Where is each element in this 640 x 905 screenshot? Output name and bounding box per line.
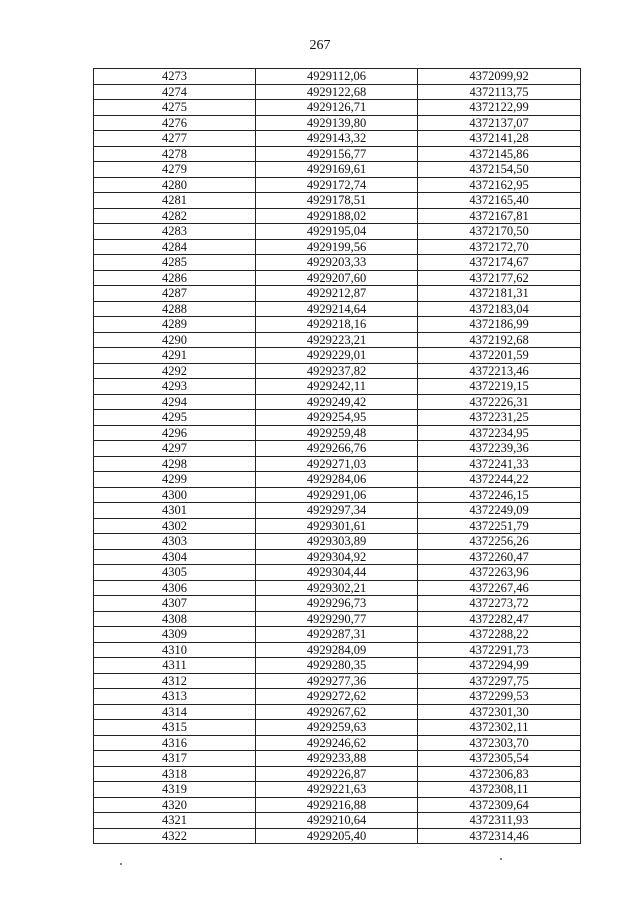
x-coordinate-cell: 4929259,63: [256, 720, 418, 736]
x-coordinate-cell: 4929287,31: [256, 627, 418, 643]
table-row: [94, 503, 581, 519]
table-row: [94, 627, 581, 643]
x-coordinate-cell: 4929218,16: [256, 317, 418, 333]
y-coordinate-cell: 4372172,70: [418, 239, 581, 255]
y-coordinate-cell: 4372137,07: [418, 115, 581, 131]
page-number: 267: [309, 38, 331, 53]
y-coordinate-cell: 4372288,22: [418, 627, 581, 643]
x-coordinate-cell: 4929226,87: [256, 766, 418, 782]
table-row: [94, 611, 581, 627]
point-number-cell: 4297: [94, 441, 256, 457]
y-coordinate-cell: 4372260,47: [418, 549, 581, 565]
y-coordinate-cell: 4372234,95: [418, 425, 581, 441]
point-number-cell: 4289: [94, 317, 256, 333]
x-coordinate-cell: 4929302,21: [256, 580, 418, 596]
y-coordinate-cell: 4372186,99: [418, 317, 581, 333]
y-coordinate-cell: 4372219,15: [418, 379, 581, 395]
y-coordinate-cell: 4372181,31: [418, 286, 581, 302]
point-number-cell: 4310: [94, 642, 256, 658]
x-coordinate-cell: 4929303,89: [256, 534, 418, 550]
x-coordinate-cell: 4929284,06: [256, 472, 418, 488]
point-number-cell: 4317: [94, 751, 256, 767]
y-coordinate-cell: 4372201,59: [418, 348, 581, 364]
y-coordinate-cell: 4372122,99: [418, 100, 581, 116]
y-coordinate-cell: 4372302,11: [418, 720, 581, 736]
table-row: [94, 317, 581, 333]
y-coordinate-cell: 4372256,26: [418, 534, 581, 550]
coordinates-table: [93, 68, 581, 844]
x-coordinate-cell: 4929156,77: [256, 146, 418, 162]
table-row: [94, 704, 581, 720]
x-coordinate-cell: 4929267,62: [256, 704, 418, 720]
x-coordinate-cell: 4929301,61: [256, 518, 418, 534]
point-number-cell: 4307: [94, 596, 256, 612]
point-number-cell: 4294: [94, 394, 256, 410]
y-coordinate-cell: 4372297,75: [418, 673, 581, 689]
x-coordinate-cell: 4929212,87: [256, 286, 418, 302]
x-coordinate-cell: 4929210,64: [256, 813, 418, 829]
point-number-cell: 4284: [94, 239, 256, 255]
y-coordinate-cell: 4372291,73: [418, 642, 581, 658]
point-number-cell: 4301: [94, 503, 256, 519]
x-coordinate-cell: 4929188,02: [256, 208, 418, 224]
table-row: [94, 518, 581, 534]
point-number-cell: 4314: [94, 704, 256, 720]
x-coordinate-cell: 4929221,63: [256, 782, 418, 798]
point-number-cell: 4296: [94, 425, 256, 441]
table-row: [94, 472, 581, 488]
x-coordinate-cell: 4929242,11: [256, 379, 418, 395]
table-row: [94, 549, 581, 565]
point-number-cell: 4278: [94, 146, 256, 162]
table-row: [94, 565, 581, 581]
table-row: [94, 332, 581, 348]
table-row: [94, 720, 581, 736]
table-row: [94, 177, 581, 193]
x-coordinate-cell: 4929296,73: [256, 596, 418, 612]
x-coordinate-cell: 4929195,04: [256, 224, 418, 240]
point-number-cell: 4313: [94, 689, 256, 705]
x-coordinate-cell: 4929199,56: [256, 239, 418, 255]
y-coordinate-cell: 4372303,70: [418, 735, 581, 751]
x-coordinate-cell: 4929126,71: [256, 100, 418, 116]
table-row: [94, 487, 581, 503]
x-coordinate-cell: 4929290,77: [256, 611, 418, 627]
table-row: [94, 735, 581, 751]
x-coordinate-cell: 4929216,88: [256, 797, 418, 813]
point-number-cell: 4306: [94, 580, 256, 596]
point-number-cell: 4288: [94, 301, 256, 317]
point-number-cell: 4311: [94, 658, 256, 674]
table-row: [94, 766, 581, 782]
table-row: [94, 301, 581, 317]
table-row: [94, 813, 581, 829]
y-coordinate-cell: 4372241,33: [418, 456, 581, 472]
table-row: [94, 425, 581, 441]
point-number-cell: 4291: [94, 348, 256, 364]
x-coordinate-cell: 4929297,34: [256, 503, 418, 519]
x-coordinate-cell: 4929178,51: [256, 193, 418, 209]
table-row: [94, 69, 581, 85]
y-coordinate-cell: 4372231,25: [418, 410, 581, 426]
point-number-cell: 4305: [94, 565, 256, 581]
table-row: [94, 828, 581, 844]
point-number-cell: 4281: [94, 193, 256, 209]
y-coordinate-cell: 4372113,75: [418, 84, 581, 100]
point-number-cell: 4285: [94, 255, 256, 271]
point-number-cell: 4295: [94, 410, 256, 426]
point-number-cell: 4276: [94, 115, 256, 131]
table-row: [94, 673, 581, 689]
y-coordinate-cell: 4372299,53: [418, 689, 581, 705]
x-coordinate-cell: 4929304,44: [256, 565, 418, 581]
point-number-cell: 4298: [94, 456, 256, 472]
table-row: [94, 782, 581, 798]
table-row: [94, 534, 581, 550]
y-coordinate-cell: 4372192,68: [418, 332, 581, 348]
point-number-cell: 4290: [94, 332, 256, 348]
point-number-cell: 4279: [94, 162, 256, 178]
y-coordinate-cell: 4372183,04: [418, 301, 581, 317]
x-coordinate-cell: 4929291,06: [256, 487, 418, 503]
table-row: [94, 286, 581, 302]
point-number-cell: 4322: [94, 828, 256, 844]
table-row: [94, 348, 581, 364]
y-coordinate-cell: 4372314,46: [418, 828, 581, 844]
point-number-cell: 4293: [94, 379, 256, 395]
x-coordinate-cell: 4929237,82: [256, 363, 418, 379]
x-coordinate-cell: 4929207,60: [256, 270, 418, 286]
table-row: [94, 394, 581, 410]
x-coordinate-cell: 4929280,35: [256, 658, 418, 674]
point-number-cell: 4274: [94, 84, 256, 100]
table-row: [94, 363, 581, 379]
table-row: [94, 193, 581, 209]
x-coordinate-cell: 4929266,76: [256, 441, 418, 457]
point-number-cell: 4300: [94, 487, 256, 503]
y-coordinate-cell: 4372244,22: [418, 472, 581, 488]
point-number-cell: 4320: [94, 797, 256, 813]
y-coordinate-cell: 4372162,95: [418, 177, 581, 193]
table-row: [94, 751, 581, 767]
x-coordinate-cell: 4929172,74: [256, 177, 418, 193]
y-coordinate-cell: 4372213,46: [418, 363, 581, 379]
y-coordinate-cell: 4372141,28: [418, 131, 581, 147]
point-number-cell: 4315: [94, 720, 256, 736]
y-coordinate-cell: 4372311,93: [418, 813, 581, 829]
point-number-cell: 4277: [94, 131, 256, 147]
table-row: [94, 642, 581, 658]
point-number-cell: 4299: [94, 472, 256, 488]
point-number-cell: 4318: [94, 766, 256, 782]
x-coordinate-cell: 4929143,32: [256, 131, 418, 147]
y-coordinate-cell: 4372177,62: [418, 270, 581, 286]
x-coordinate-cell: 4929246,62: [256, 735, 418, 751]
x-coordinate-cell: 4929271,03: [256, 456, 418, 472]
point-number-cell: 4304: [94, 549, 256, 565]
y-coordinate-cell: 4372305,54: [418, 751, 581, 767]
point-number-cell: 4308: [94, 611, 256, 627]
x-coordinate-cell: 4929139,80: [256, 115, 418, 131]
x-coordinate-cell: 4929304,92: [256, 549, 418, 565]
table-row: [94, 456, 581, 472]
y-coordinate-cell: 4372249,09: [418, 503, 581, 519]
y-coordinate-cell: 4372251,79: [418, 518, 581, 534]
table-row: [94, 441, 581, 457]
y-coordinate-cell: 4372226,31: [418, 394, 581, 410]
table-row: [94, 84, 581, 100]
y-coordinate-cell: 4372165,40: [418, 193, 581, 209]
x-coordinate-cell: 4929277,36: [256, 673, 418, 689]
table-row: [94, 410, 581, 426]
table-row: [94, 658, 581, 674]
table-row: [94, 224, 581, 240]
y-coordinate-cell: 4372294,99: [418, 658, 581, 674]
x-coordinate-cell: 4929112,06: [256, 69, 418, 85]
point-number-cell: 4316: [94, 735, 256, 751]
point-number-cell: 4287: [94, 286, 256, 302]
y-coordinate-cell: 4372263,96: [418, 565, 581, 581]
table-row: [94, 596, 581, 612]
table-row: [94, 689, 581, 705]
point-number-cell: 4280: [94, 177, 256, 193]
point-number-cell: 4292: [94, 363, 256, 379]
y-coordinate-cell: 4372174,67: [418, 255, 581, 271]
table-row: [94, 379, 581, 395]
x-coordinate-cell: 4929229,01: [256, 348, 418, 364]
y-coordinate-cell: 4372308,11: [418, 782, 581, 798]
point-number-cell: 4309: [94, 627, 256, 643]
y-coordinate-cell: 4372273,72: [418, 596, 581, 612]
x-coordinate-cell: 4929249,42: [256, 394, 418, 410]
x-coordinate-cell: 4929223,21: [256, 332, 418, 348]
table-row: [94, 115, 581, 131]
y-coordinate-cell: 4372282,47: [418, 611, 581, 627]
y-coordinate-cell: 4372239,36: [418, 441, 581, 457]
point-number-cell: 4302: [94, 518, 256, 534]
point-number-cell: 4282: [94, 208, 256, 224]
table-row: [94, 146, 581, 162]
y-coordinate-cell: 4372099,92: [418, 69, 581, 85]
x-coordinate-cell: 4929284,09: [256, 642, 418, 658]
table-row: [94, 239, 581, 255]
point-number-cell: 4303: [94, 534, 256, 550]
x-coordinate-cell: 4929272,62: [256, 689, 418, 705]
y-coordinate-cell: 4372170,50: [418, 224, 581, 240]
x-coordinate-cell: 4929214,64: [256, 301, 418, 317]
point-number-cell: 4286: [94, 270, 256, 286]
point-number-cell: 4275: [94, 100, 256, 116]
table-row: [94, 208, 581, 224]
coordinates-table-body: [94, 69, 581, 844]
y-coordinate-cell: 4372301,30: [418, 704, 581, 720]
y-coordinate-cell: 4372145,86: [418, 146, 581, 162]
y-coordinate-cell: 4372246,15: [418, 487, 581, 503]
x-coordinate-cell: 4929122,68: [256, 84, 418, 100]
x-coordinate-cell: 4929203,33: [256, 255, 418, 271]
x-coordinate-cell: 4929205,40: [256, 828, 418, 844]
table-row: [94, 797, 581, 813]
point-number-cell: 4312: [94, 673, 256, 689]
y-coordinate-cell: 4372309,64: [418, 797, 581, 813]
x-coordinate-cell: 4929233,88: [256, 751, 418, 767]
y-coordinate-cell: 4372306,83: [418, 766, 581, 782]
table-row: [94, 162, 581, 178]
x-coordinate-cell: 4929259,48: [256, 425, 418, 441]
scan-speck-left: [120, 863, 122, 865]
x-coordinate-cell: 4929254,95: [256, 410, 418, 426]
x-coordinate-cell: 4929169,61: [256, 162, 418, 178]
y-coordinate-cell: 4372267,46: [418, 580, 581, 596]
point-number-cell: 4319: [94, 782, 256, 798]
y-coordinate-cell: 4372154,50: [418, 162, 581, 178]
y-coordinate-cell: 4372167,81: [418, 208, 581, 224]
table-row: [94, 131, 581, 147]
table-row: [94, 100, 581, 116]
point-number-cell: 4321: [94, 813, 256, 829]
scan-speck-right: [500, 858, 502, 860]
point-number-cell: 4273: [94, 69, 256, 85]
table-row: [94, 255, 581, 271]
table-row: [94, 270, 581, 286]
point-number-cell: 4283: [94, 224, 256, 240]
table-row: [94, 580, 581, 596]
